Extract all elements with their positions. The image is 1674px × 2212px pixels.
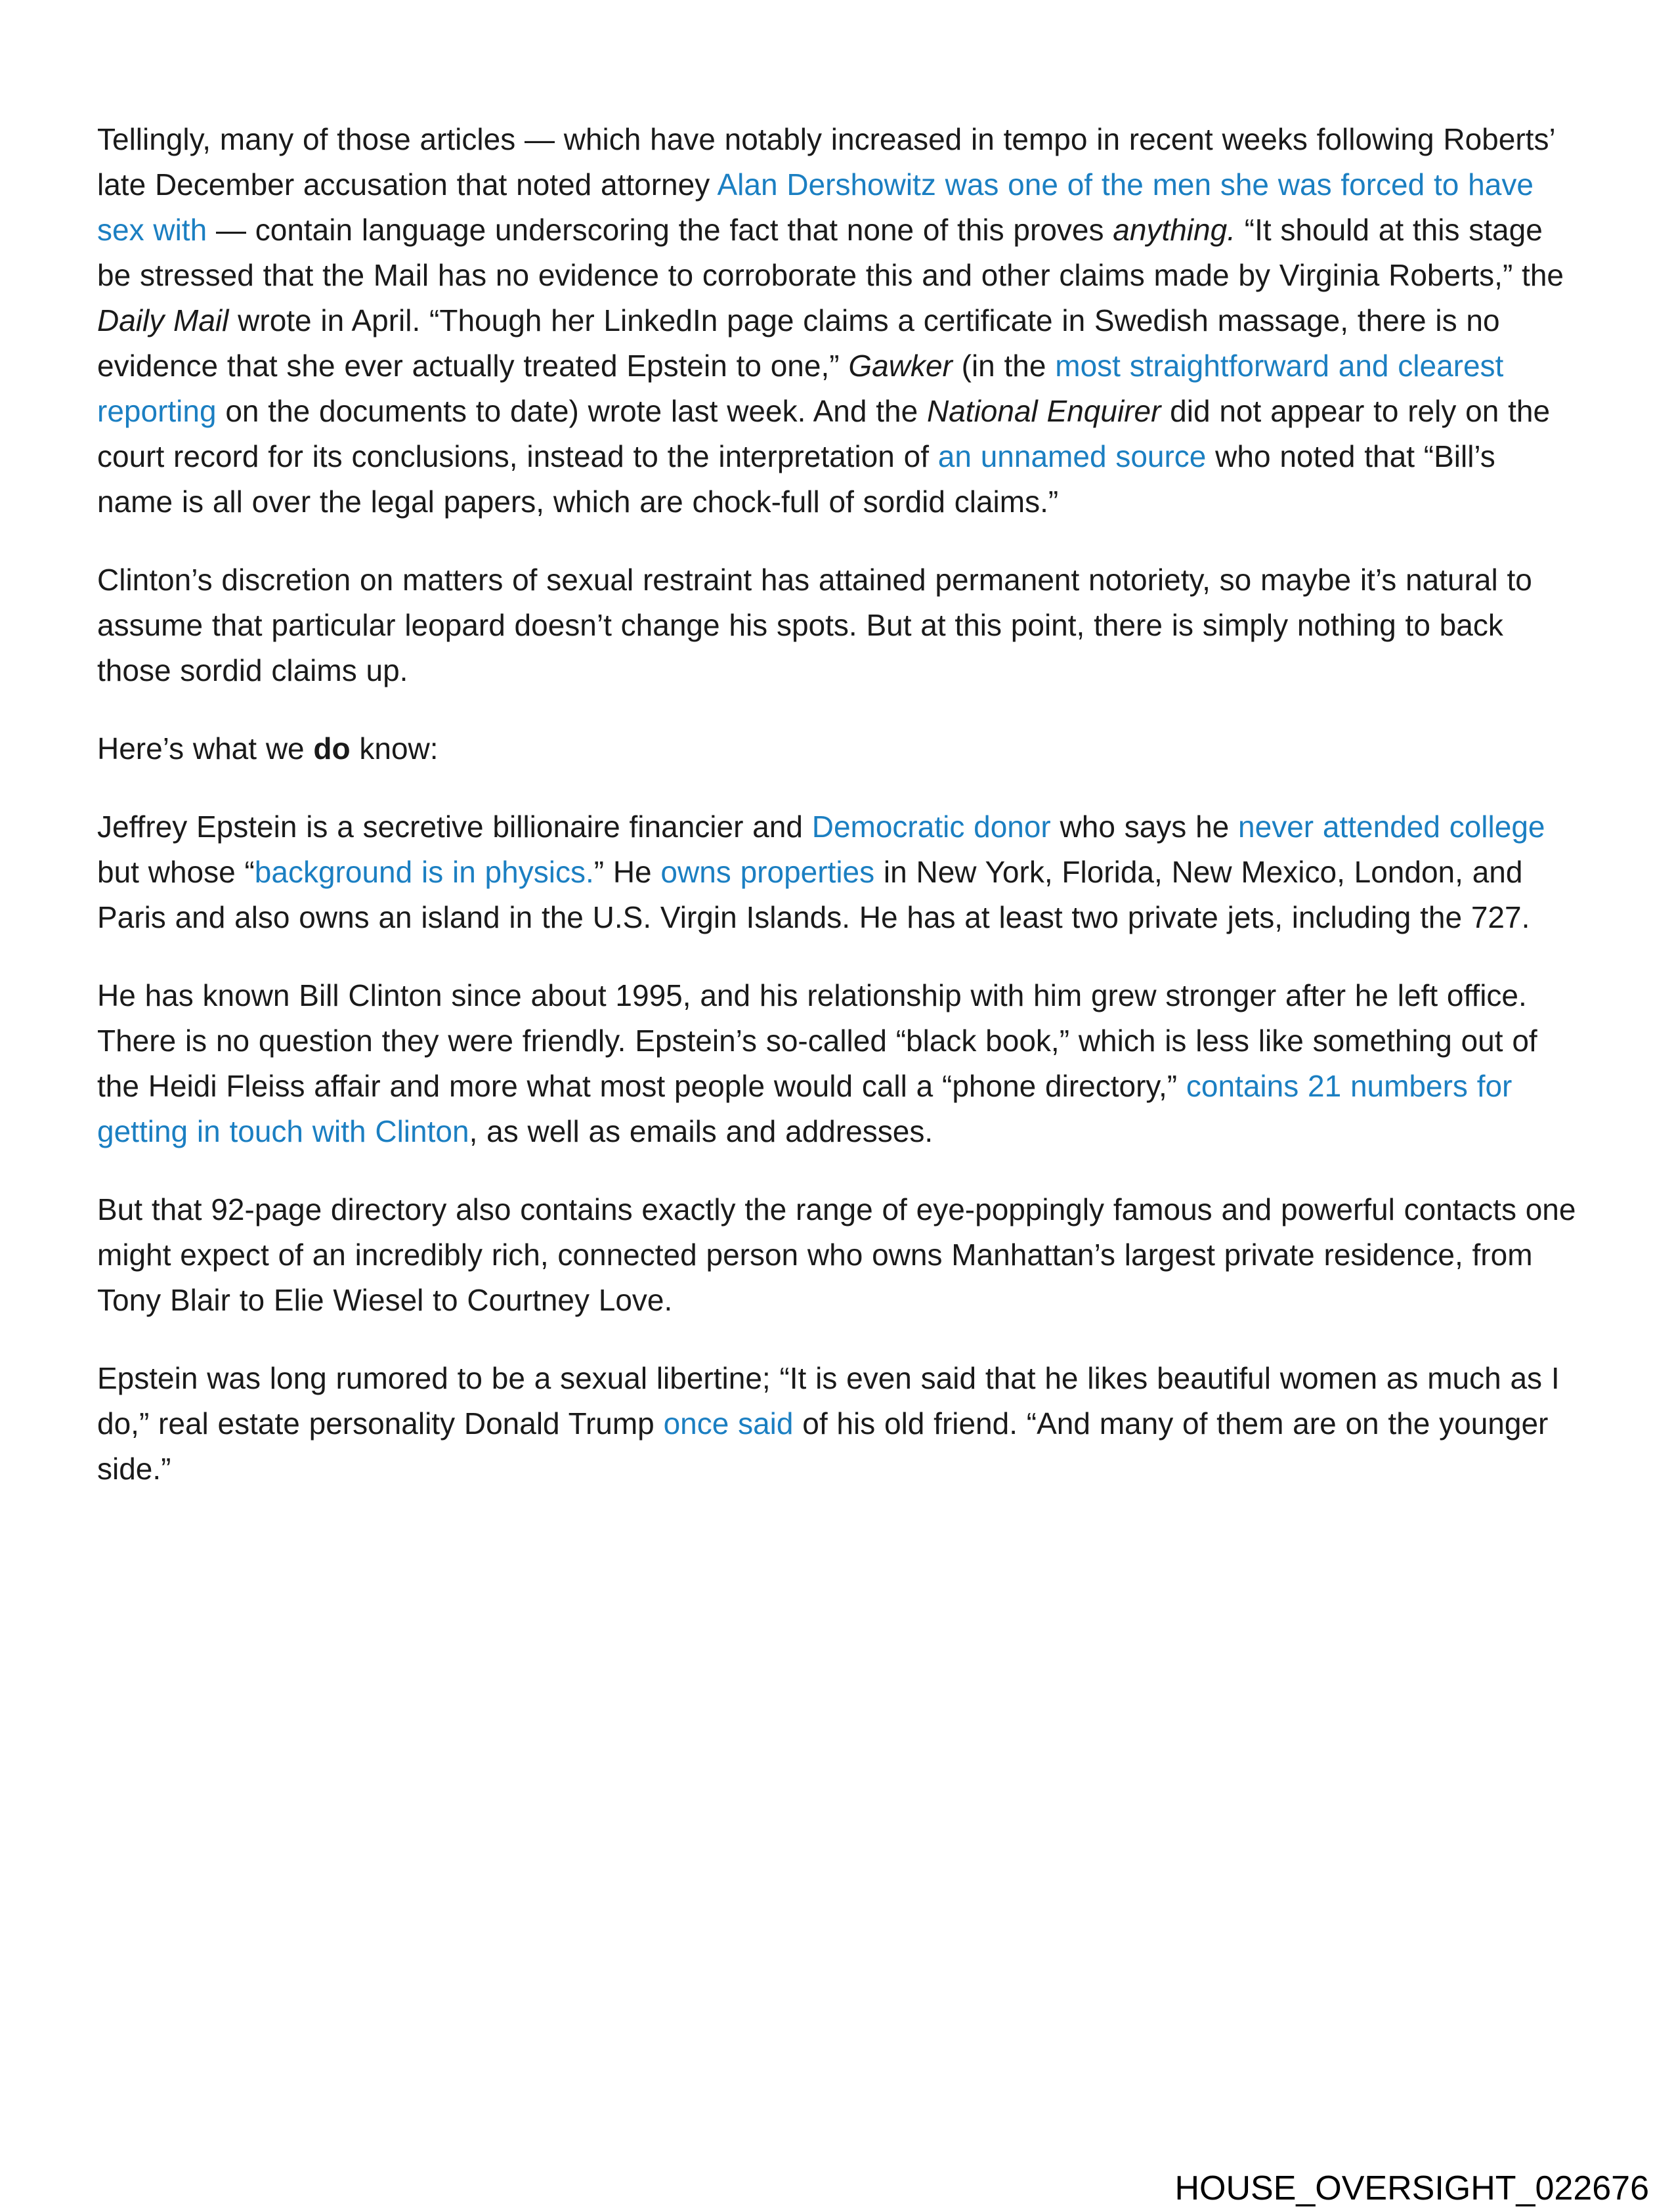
hyperlink[interactable]: Democratic donor (811, 810, 1051, 844)
text-run: But that 92-page directory also contains exactly the range of eye-poppingly famous and powerful contacts one might expect of an incredibly rich, connected person who owns Manhattan’s largest private residence, from Tony Blair to Elie Wiesel to Courtney Love. (97, 1192, 1576, 1317)
hyperlink[interactable]: never attended college (1238, 810, 1545, 844)
bold-text: do (313, 731, 351, 766)
paragraph (97, 1187, 1577, 1323)
text-run: in New York, Florida, New Mexico, London, and Paris and also owns an island in the U.S. Virgin Islands. He has at least two private jets, including the 727. (97, 855, 1530, 934)
text-run: Jeffrey Epstein is a secretive billionaire financier and (97, 810, 812, 844)
italic-text: Gawker (848, 349, 953, 383)
text-run: on the documents to date) wrote last week. And the (216, 394, 927, 428)
hyperlink[interactable]: contains 21 numbers for getting in touch with Clinton (97, 1069, 1513, 1148)
hyperlink[interactable]: Alan Dershowitz was one of the men she was forced to have sex with (97, 167, 1534, 247)
article-body (97, 117, 1577, 1525)
hyperlink[interactable]: most straightforward and clearest reporting (97, 349, 1504, 428)
text-run: wrote in April. “Though her LinkedIn page claims a certificate in Swedish massage, there is no evidence that she ever actually treated Epstein to one,” (97, 303, 1500, 383)
hyperlink[interactable]: background is in physics. (254, 855, 594, 889)
bates-number: HOUSE_OVERSIGHT_022676 (1174, 2169, 1649, 2207)
text-run: “It should at this stage be stressed that the Mail has no evidence to corroborate this and other claims made by Virginia Roberts,” the (97, 213, 1564, 292)
italic-text: anything. (1113, 213, 1235, 247)
text-run: did not appear to rely on the court record for its conclusions, instead to the interpretation of (97, 394, 1551, 473)
text-run: Epstein was long rumored to be a sexual libertine; “It is even said that he likes beautiful women as much as I do,” real estate personality Donald Trump (97, 1361, 1560, 1441)
text-run: — contain language underscoring the fact that none of this proves (207, 213, 1113, 247)
paragraph (97, 804, 1577, 940)
text-run: He has known Bill Clinton since about 1995, and his relationship with him grew stronger after he left office. There is no question they were friendly. Epstein’s so-called “black book,” which is less like something out of the Heidi Fleiss affair and more what most people would call a “phone directory,” (97, 978, 1537, 1103)
paragraph (97, 726, 1577, 771)
text-run: of his old friend. “And many of them are on the younger side.” (97, 1406, 1549, 1486)
text-run: Here’s what we (97, 731, 314, 766)
text-run: ” He (593, 855, 661, 889)
text-run: who noted that “Bill’s name is all over the legal papers, which are chock-full of sordid claims.” (97, 439, 1495, 519)
text-run: Tellingly, many of those articles — which have notably increased in tempo in recent weeks following Roberts’ late December accusation that noted attorney (97, 122, 1555, 202)
italic-text: Daily Mail (97, 303, 229, 337)
text-run: (in the (952, 349, 1056, 383)
text-run: who says he (1050, 810, 1239, 844)
text-run: know: (350, 731, 439, 766)
hyperlink[interactable]: an unnamed source (937, 439, 1207, 473)
paragraph (97, 1356, 1577, 1492)
italic-text: National Enquirer (926, 394, 1161, 428)
text-run: , as well as emails and addresses. (469, 1114, 934, 1148)
text-run: but whose “ (97, 855, 255, 889)
paragraph (97, 117, 1577, 525)
paragraph (97, 973, 1577, 1154)
text-run: Clinton’s discretion on matters of sexual restraint has attained permanent notoriety, so maybe it’s natural to assume that particular leopard doesn’t change his spots. But at this point, there is simply nothing to back those sordid claims up. (97, 563, 1532, 687)
paragraph (97, 557, 1577, 693)
hyperlink[interactable]: owns properties (660, 855, 875, 889)
hyperlink[interactable]: once said (663, 1406, 794, 1441)
